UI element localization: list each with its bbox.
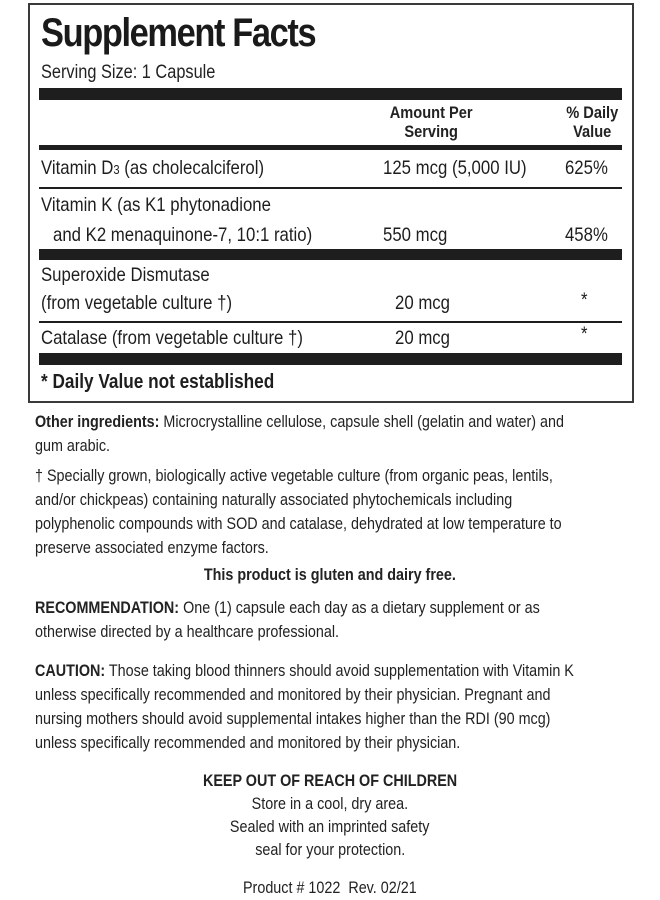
nutrient-name: Catalase (from vegetable culture †): [41, 327, 303, 349]
supplement-facts-panel: [28, 3, 634, 403]
nutrient-daily-value: *: [581, 323, 588, 345]
nutrient-daily-value: *: [581, 289, 588, 311]
seal-statement-line1: Sealed with an imprinted safety: [230, 818, 430, 836]
seal-statement-line2: seal for your protection.: [254, 841, 405, 859]
nutrient-daily-value: 458%: [565, 224, 608, 246]
children-warning: KEEP OUT OF REACH OF CHILDREN: [202, 772, 458, 790]
dagger-footnote: † Specially grown, biologically active vegetable culture (from organic peas, lentils, and/or chickpeas) containing naturally associated phytochemicals including polyphenolic compounds with SOD and catalase, dehydrated at low temperature to preserve associated enzyme factors.: [35, 467, 562, 557]
other-ingredients: [35, 410, 592, 458]
recommendation-label: RECOMMENDATION:: [35, 599, 180, 617]
nutrient-amount: 20 mcg: [395, 327, 450, 349]
other-ingredients-text: Microcrystalline cellulose, capsule shell (gelatin and water) and gum arabic.: [35, 413, 564, 455]
divider-thin: [39, 187, 622, 189]
divider-medium: [39, 145, 622, 150]
divider-thick: [39, 88, 622, 100]
daily-value-footnote: * Daily Value not established: [41, 371, 275, 393]
nutrient-name-continued: and K2 menaquinone-7, 10:1 ratio): [53, 224, 313, 246]
nutrient-name: Vitamin D3 (as cholecalciferol): [41, 157, 265, 179]
divider-thick: [39, 249, 622, 260]
other-ingredients-label: Other ingredients:: [35, 413, 160, 431]
nutrient-name: Vitamin K (as K1 phytonadione: [41, 194, 271, 216]
storage-instruction: Store in a cool, dry area.: [251, 795, 409, 813]
facts-title: Supplement Facts: [41, 11, 316, 55]
product-number: Product # 1022 Rev. 02/21: [243, 879, 417, 897]
column-header-daily-value: % Daily Value: [565, 103, 619, 141]
nutrient-name: Superoxide Dismutase: [41, 264, 210, 286]
recommendation: [35, 596, 592, 644]
nutrient-amount: 125 mcg (5,000 IU): [383, 157, 527, 179]
caution-label: CAUTION:: [35, 662, 106, 680]
nutrient-daily-value: 625%: [565, 157, 608, 179]
serving-size: Serving Size: 1 Capsule: [41, 62, 216, 83]
nutrient-amount: 20 mcg: [395, 292, 450, 314]
divider-thick: [39, 353, 622, 365]
nutrient-amount: 550 mcg: [383, 224, 448, 246]
recommendation-text: One (1) capsule each day as a dietary supplement or as otherwise directed by a healthcare professional.: [35, 599, 540, 641]
nutrient-name-continued: (from vegetable culture †): [41, 292, 233, 314]
allergen-statement: This product is gluten and dairy free.: [203, 566, 457, 584]
caution: [35, 659, 592, 755]
column-header-amount: Amount Per Serving: [389, 103, 473, 141]
caution-text: Those taking blood thinners should avoid supplementation with Vitamin K unless specifically recommended and monitored by their physician. Pregnant and nursing mothers should avoid supplemental intakes higher than the RDI (90 mcg) unless specifically recommended and monitored by their physician.: [35, 662, 574, 752]
